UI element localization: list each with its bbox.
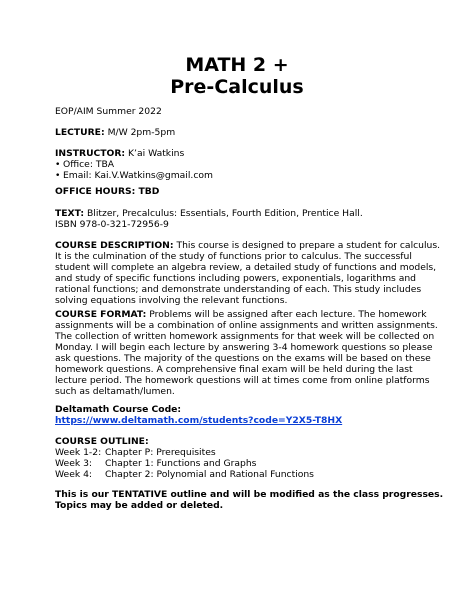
course-description-line: It is the culmination of the study of functions prior to calculus. The successful [55, 251, 412, 262]
course-outline-section [55, 436, 435, 480]
deltamath-label: Deltamath Course Code: [55, 404, 182, 415]
text-isbn: ISBN 978-0-321-72956-9 [55, 219, 169, 230]
bullet-icon: • [55, 170, 61, 181]
course-format-line: The collection of written homework assignments for that week will be collected on [55, 331, 435, 342]
outline-topic: Chapter 1: Functions and Graphs [105, 458, 257, 469]
bullet-icon: • [55, 159, 61, 170]
course-format-line: assignments will be a combination of online assignments and written assignments. [55, 320, 438, 331]
outline-topic: Chapter P: Prerequisites [105, 447, 216, 458]
course-outline-label: COURSE OUTLINE: [55, 436, 149, 447]
course-format-line: homework questions. A comprehensive final exam will be held during the last [55, 364, 413, 375]
course-format-line: ask questions. The majority of the questions on the exams will be based on these [55, 353, 431, 364]
instructor-email: Email: Kai.V.Watkins@gmail.com [63, 170, 213, 181]
office-hours-section [55, 186, 435, 197]
course-format-section [55, 309, 438, 397]
tentative-note [55, 489, 444, 511]
outline-item [55, 469, 435, 480]
instructor-section [55, 148, 435, 181]
course-description-line: This course is designed to prepare a student for calculus. [176, 240, 441, 251]
course-description-line: and study of specific functions including powers, exponentials, logarithms and [55, 273, 417, 284]
course-format-line: lecture period. The homework questions will at times come from online platforms [55, 375, 430, 386]
outline-item [55, 447, 435, 458]
text-value: Blitzer, Precalculus: Essentials, Fourth Edition, Prentice Hall. [87, 208, 363, 219]
instructor-label: INSTRUCTOR: [55, 148, 126, 159]
deltamath-link[interactable]: https://www.deltamath.com/students?code=Y2X5-T8HX [55, 415, 343, 426]
office-hours: OFFICE HOURS: TBD [55, 186, 160, 197]
text-label: TEXT: [55, 208, 85, 219]
course-format-label: COURSE FORMAT: [55, 309, 147, 320]
lecture-section [55, 127, 435, 138]
course-description-line: rational functions; and demonstrate understanding of each. This study includes [55, 284, 422, 295]
term-text: EOP/AIM Summer 2022 [55, 106, 162, 117]
outline-item [55, 458, 435, 469]
course-title: MATH 2 + [185, 54, 289, 76]
course-subtitle: Pre-Calculus [170, 76, 304, 98]
course-description-section [55, 240, 441, 306]
lecture-value: M/W 2pm-5pm [107, 127, 176, 138]
tentative-note-line: This is our TENTATIVE outline and will be modified as the class progresses. [55, 489, 444, 500]
outline-topic: Chapter 2: Polynomial and Rational Functions [105, 469, 314, 480]
outline-week: Week 1-2: [55, 447, 102, 458]
term [55, 106, 435, 117]
course-format-line: Problems will be assigned after each lecture. The homework [149, 309, 427, 320]
instructor-office: Office: TBA [63, 159, 115, 170]
text-section [55, 208, 435, 230]
course-description-line: student will complete an algebra review, a detailed study of functions and models, [55, 262, 437, 273]
lecture-label: LECTURE: [55, 127, 105, 138]
course-description-label: COURSE DESCRIPTION: [55, 240, 174, 251]
course-format-line: Monday. I will begin each lecture by answering 3-4 homework questions so please [55, 342, 433, 353]
tentative-note-line: Topics may be added or deleted. [55, 500, 224, 511]
outline-week: Week 4: [55, 469, 93, 480]
course-description-line: solving equations involving the relevant functions. [55, 295, 288, 306]
outline-week: Week 3: [55, 458, 93, 469]
course-format-line: such as deltamath/lumen. [55, 386, 175, 397]
deltamath-section [55, 404, 435, 426]
instructor-name: K’ai Watkins [128, 148, 185, 159]
